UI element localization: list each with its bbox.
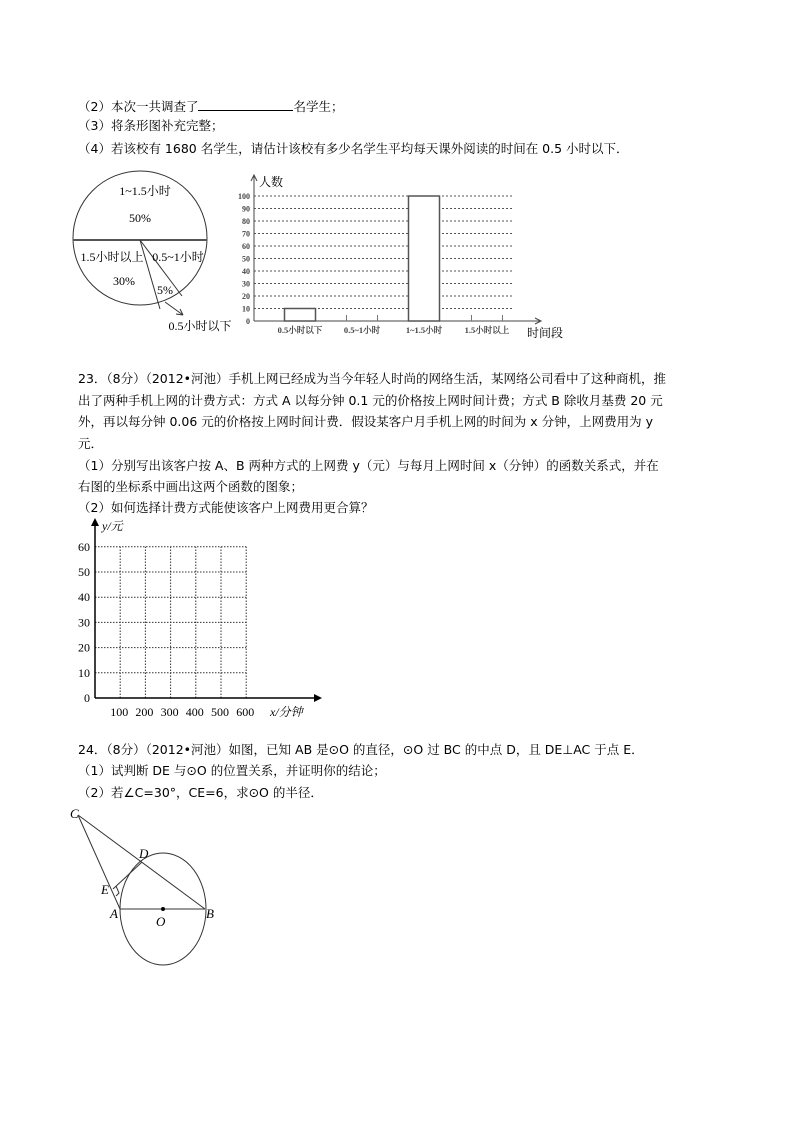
y-tick-label: 90 (242, 204, 250, 214)
point-label-c: C (70, 806, 79, 821)
point-label-a: A (110, 906, 118, 921)
y-tick-label: 50 (242, 254, 250, 264)
point-label-d: D (139, 846, 149, 861)
x-tick-label: 300 (160, 705, 179, 719)
q23-part1: 右图的坐标系中画出这两个函数的图象； (78, 479, 304, 494)
q23-line: 23．（8分）（2012•河池）手机上网已经成为当今年轻人时尚的网络生活，某网络公司看中了这种商机，推 (78, 371, 667, 386)
y-tick-label: 30 (78, 615, 90, 630)
x-tick-label: 600 (236, 705, 255, 719)
y-tick-label: 10 (242, 304, 250, 314)
q23-line: 出了两种手机上网的计费方式：方式 A 以每分钟 0.1 元的价格按上网时间计费；方式 B 除收月基费 20 元 (78, 393, 663, 408)
y-tick-label: 20 (242, 292, 250, 301)
pie-label: 1.5小时以上 (80, 250, 144, 264)
segment-ca (78, 815, 120, 909)
grid-y-label: y/元 (102, 519, 123, 533)
q22-part2-suffix: 名学生； (293, 99, 344, 114)
y-tick-label: 80 (242, 217, 250, 226)
pie-label: 0.5~1小时 (152, 250, 204, 264)
q24-part1: （1）试判断 DE 与⊙O 的位置关系，并证明你的结论； (78, 763, 386, 778)
y-tick-label: 100 (238, 192, 250, 201)
pie-label: 0.5小时以下 (168, 319, 232, 333)
point-label-e: E (101, 882, 109, 897)
q24-line: 24．（8分）（2012•河池）如图，已知 AB 是⊙O 的直径，⊙O 过 BC 的中点 D，且 DE⊥AC 于点 E． (78, 742, 644, 757)
y-tick-label: 10 (78, 665, 90, 680)
y-tick-label: 40 (78, 590, 90, 605)
bar-x-label: 时间段 (527, 326, 564, 340)
x-tick-label: 500 (211, 705, 229, 719)
center-point (161, 907, 165, 911)
y-tick-label: 30 (242, 279, 250, 289)
bar-y-label: 人数 (259, 175, 284, 189)
x-tick-label: 200 (135, 705, 154, 719)
q22-part3: （3）将条形图补充完整； (78, 118, 224, 133)
q23-part2: （2）如何选择计费方式能使该客户上网费用更合算？ (78, 500, 374, 515)
y-tick-label: 60 (78, 539, 90, 554)
y-tick-label: 50 (78, 565, 90, 579)
x-tick-label: 1~1.5小时 (405, 325, 443, 335)
q23-line: 元． (78, 436, 104, 451)
pie-percent: 5% (157, 283, 173, 297)
y-tick-label: 70 (242, 229, 250, 239)
x-tick-label: 400 (185, 705, 204, 719)
y-tick-label: 60 (242, 242, 250, 251)
x-tick-label: 100 (110, 705, 129, 719)
point-label-b: B (206, 906, 214, 921)
q22-part2-text: （2）本次一共调查了 (78, 99, 199, 114)
segment-de (113, 862, 142, 889)
q23-line: 外，再以每分钟 0.06 元的价格按上网时间计费．假设某客户月手机上网的时间为 x 分钟，上网费用为 y (78, 414, 653, 429)
y-tick-label: 40 (242, 267, 250, 276)
grid-x-label: x/分钟 (270, 705, 303, 719)
q22-part4: （4）若该校有 1680 名学生，请估计该校有多少名学生平均每天课外阅读的时间在 0.5 小时以下． (78, 141, 629, 156)
pie-label: 1~1.5小时 (119, 184, 171, 198)
x-tick-label: 1.5小时以上 (464, 325, 510, 335)
q24-part2: （2）若∠C=30°，CE=6，求⊙O 的半径． (78, 785, 323, 800)
y-tick-label: 20 (78, 640, 90, 655)
point-label-o: O (156, 914, 166, 929)
x-tick-label: 0.5小时以下 (277, 325, 323, 335)
q23-part1: （1）分别写出该客户按 A、B 两种方式的上网费 y（元）与每月上网时间 x（分钟）的函数关系式，并在 (78, 458, 659, 473)
right-angle-mark (116, 886, 119, 896)
pie-percent: 30% (113, 274, 135, 288)
y-tick-label: 0 (246, 317, 250, 326)
y-tick-label: 0 (84, 691, 90, 705)
pie-percent: 50% (129, 211, 151, 225)
x-tick-label: 0.5~1小时 (343, 325, 381, 335)
